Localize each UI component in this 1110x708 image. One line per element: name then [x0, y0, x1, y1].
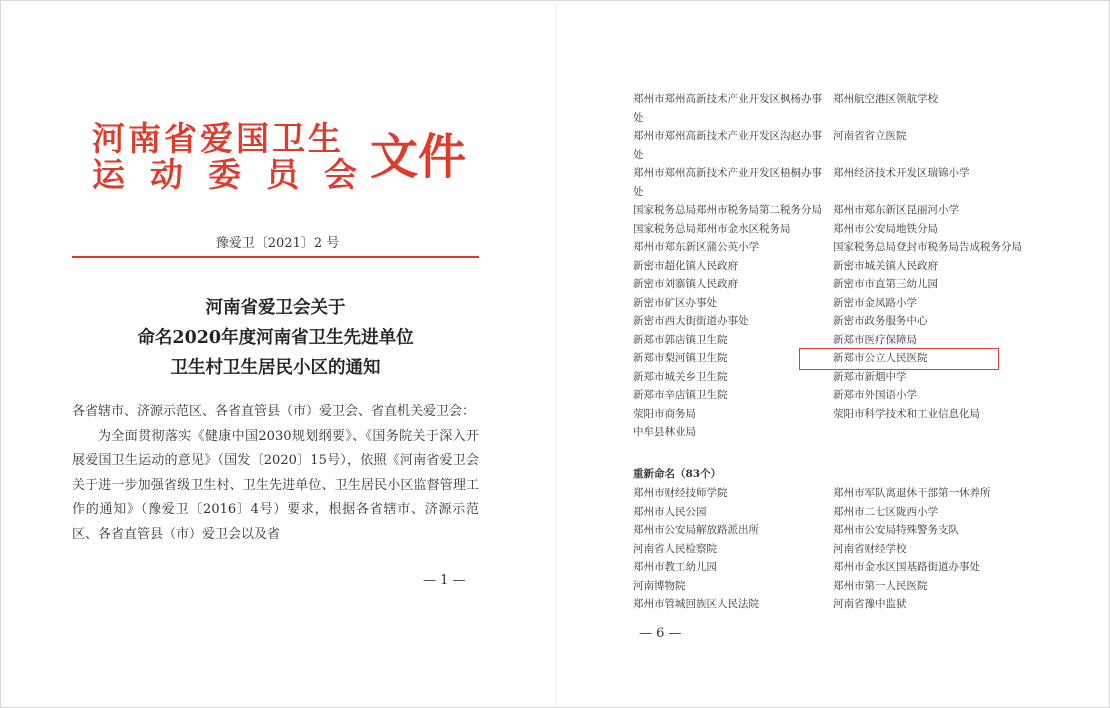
unit-name-left: 新郑市城关乡卫生院 [633, 370, 728, 383]
header-line-2: 运动委员会 [92, 155, 382, 194]
list-row [633, 257, 1043, 276]
unit-name-right: 新郑市新烟中学 [833, 370, 907, 383]
unit-name-left: 河南省人民检察院 [633, 542, 717, 555]
title-line-3: 卫生村卫生居民小区的通知 [170, 358, 381, 378]
unit-name-right: 国家税务总局登封市税务局告成税务分局 [833, 241, 1022, 253]
notice-body [72, 400, 479, 547]
section-title-renamed: 重新命名（83个） [633, 468, 722, 480]
unit-name-right: 郑州市第一人民医院 [833, 579, 928, 592]
unit-name-left: 新郑市辛店镇卫生院 [633, 389, 728, 401]
list-row [633, 220, 1043, 239]
unit-name-left: 郑州市郑州高新技术产业开发区枫杨办事处 [633, 93, 822, 124]
unit-name-right: 河南省财经学校 [833, 542, 907, 555]
unit-name-left: 荥阳市商务局 [633, 407, 696, 420]
list-row [633, 521, 1043, 540]
unit-name-left: 新郑市郭店镇卫生院 [633, 333, 728, 346]
header-suffix: 文件 [370, 129, 467, 185]
body-paragraph: 为全面贯彻落实《健康中国2030规划纲要》、《国务院关于深入开展爱国卫生运动的意见》（国发〔2020〕15号），依照《河南省爱卫会关于进一步加强省级卫生村、卫生先进单位、卫生居民小区监督管理工作的通知》（豫爱卫〔2016〕4号）要求，根据各省辖市、济源示范区、各省直管县（市）爱卫会以及省 [72, 428, 479, 542]
list-row [633, 503, 1043, 522]
list-row [633, 201, 1043, 220]
list-row [633, 558, 1043, 577]
unit-name-left: 中牟县林业局 [633, 426, 696, 438]
unit-name-left: 国家税务总局郑州市金水区税务局 [633, 222, 791, 235]
unit-name-right: 新密市市直第三幼儿园 [833, 278, 938, 290]
page-number-left: — 1 — [423, 573, 466, 588]
unit-name-right: 新密市政务服务中心 [833, 315, 928, 327]
unit-name-left: 郑州市财经技师学院 [633, 487, 728, 499]
list-row [633, 275, 1043, 294]
unit-name-right: 郑州市公安局特殊警务支队 [833, 524, 959, 536]
list-row [633, 386, 1043, 405]
unit-name-right: 郑州市二七区陇西小学 [833, 505, 938, 518]
unit-name-right: 河南省省立医院 [833, 130, 907, 142]
highlight-box [799, 348, 999, 370]
salutation: 各省辖市、济源示范区、各省直管县（市）爱卫会、省直机关爱卫会： [72, 404, 476, 419]
unit-name-left: 新密市刘寨镇人民政府 [633, 278, 738, 290]
unit-name-left: 河南博物院 [633, 579, 686, 592]
page-gutter [555, 0, 556, 708]
list-row [633, 127, 1043, 164]
unit-list [633, 90, 1043, 442]
unit-name-right: 新密市金凤路小学 [833, 296, 917, 309]
list-row [633, 595, 1043, 614]
unit-name-right: 郑州市军队离退休干部第一休养所 [833, 487, 991, 499]
unit-name-right: 新郑市外国语小学 [833, 389, 917, 401]
document-number: 豫爱卫〔2021〕2 号 [215, 236, 340, 251]
notice-title [72, 293, 479, 383]
unit-name-left: 新密市西大街街道办事处 [633, 315, 749, 327]
unit-name-left: 郑州市教工幼儿园 [633, 561, 717, 573]
unit-name-left: 新密市矿区办事处 [633, 296, 717, 309]
list-row [633, 164, 1043, 201]
list-row [633, 484, 1043, 503]
list-row [633, 312, 1043, 331]
unit-name-left: 新郑市梨河镇卫生院 [633, 352, 728, 364]
unit-name-left: 郑州市郑东新区蒲公英小学 [633, 241, 759, 253]
unit-name-left: 郑州市公安局解放路派出所 [633, 524, 759, 536]
list-row [633, 423, 1043, 442]
unit-name-right: 新郑市医疗保障局 [833, 333, 917, 346]
list-row [633, 294, 1043, 313]
list-row [633, 368, 1043, 387]
header-line-1: 河南省爱国卫生 [92, 119, 344, 158]
unit-name-right: 新密市城关镇人民政府 [833, 259, 938, 272]
list-row [633, 90, 1043, 127]
renamed-unit-list [633, 484, 1043, 614]
title-line-2: 命名2020年度河南省卫生先进单位 [137, 328, 414, 348]
list-row [633, 331, 1043, 350]
unit-name-right: 荥阳市科学技术和工业信息化局 [833, 407, 980, 420]
unit-name-left: 郑州市管城回族区人民法院 [633, 598, 759, 610]
unit-name-left: 郑州市人民公园 [633, 505, 707, 518]
page-number-right: — 6 — [639, 626, 682, 641]
list-row [633, 577, 1043, 596]
unit-name-right: 郑州市公安局地铁分局 [833, 222, 938, 235]
red-divider [72, 256, 479, 258]
unit-name-right: 郑州经济技术开发区瑞锦小学 [833, 167, 970, 179]
unit-name-right: 郑州市郑东新区昆丽河小学 [833, 204, 959, 216]
unit-name-right: 郑州市金水区国基路街道办事处 [833, 561, 980, 573]
unit-name-left: 国家税务总局郑州市税务局第二税务分局 [633, 204, 822, 216]
unit-name-left: 郑州市郑州高新技术产业开发区沟赵办事处 [633, 130, 822, 161]
list-row [633, 238, 1043, 257]
document-header [92, 119, 472, 194]
unit-name-left: 新密市超化镇人民政府 [633, 259, 738, 272]
unit-name-right: 河南省豫中监狱 [833, 598, 907, 610]
title-line-1: 河南省爱卫会关于 [205, 298, 346, 318]
unit-name-left: 郑州市郑州高新技术产业开发区梧桐办事处 [633, 167, 822, 198]
unit-name-right [829, 423, 1043, 442]
unit-name-right: 新郑市公立人民医院 [833, 352, 928, 364]
list-row [633, 405, 1043, 424]
unit-name-right: 郑州航空港区领航学校 [833, 93, 938, 105]
list-row [633, 540, 1043, 559]
